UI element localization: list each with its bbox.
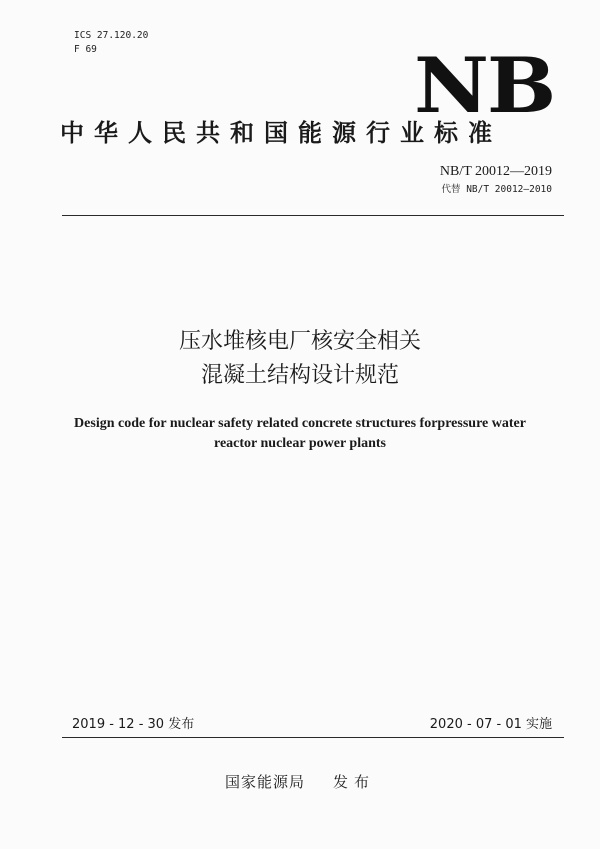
issuer-name: 国家能源局 <box>224 773 305 791</box>
bottom-divider <box>62 737 564 738</box>
chinese-title <box>0 325 600 393</box>
chinese-title-line-2: 混凝土结构设计规范 <box>200 363 399 388</box>
top-divider <box>62 215 564 216</box>
english-title-line-1: Design code for nuclear safety related concrete structures forpressure water <box>74 416 526 431</box>
chinese-title-line-1: 压水堆核电厂核安全相关 <box>178 329 421 354</box>
english-title-line-2: reactor nuclear power plants <box>213 436 386 451</box>
issue-verb: 发布 <box>333 773 376 791</box>
ccs-code: F 69 <box>74 44 97 55</box>
standard-number: NB/T 20012—2019 <box>439 164 552 179</box>
classification-codes <box>74 29 148 57</box>
nb-logo: NB <box>414 41 555 130</box>
english-title <box>0 414 600 454</box>
standard-type-title: 中华人民共和国能源行业标准 <box>60 119 502 147</box>
issue-date: 2019 - 12 - 30 发布 <box>72 717 195 732</box>
replaces-standard: 代替 NB/T 20012—2010 <box>441 184 552 195</box>
ics-code: ICS 27.120.20 <box>74 30 149 41</box>
publisher-line <box>0 771 600 793</box>
implementation-date: 2020 - 07 - 01 实施 <box>429 717 552 732</box>
